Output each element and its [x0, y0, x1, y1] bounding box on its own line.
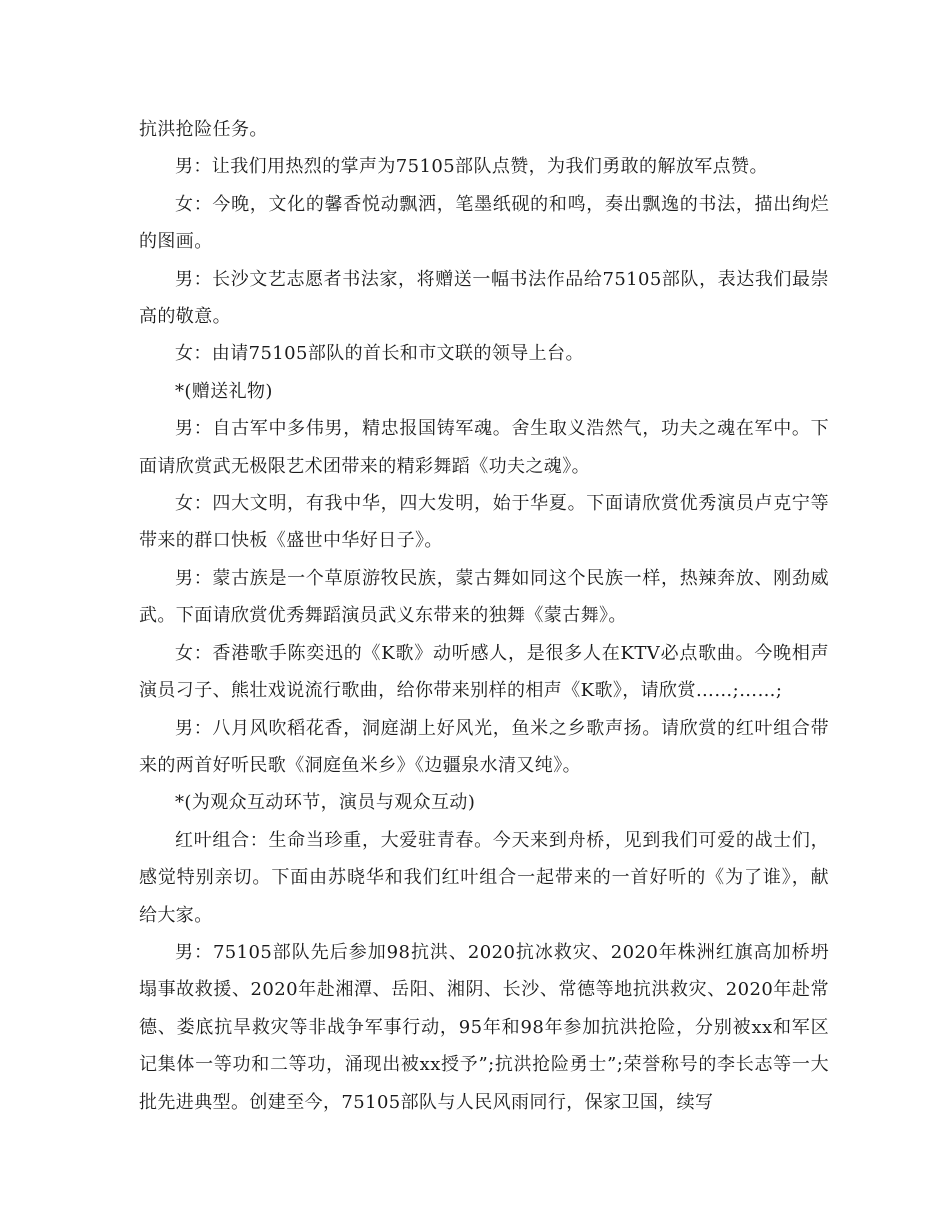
paragraph: *(为观众互动环节，演员与观众互动): [175, 792, 476, 814]
paragraph: 男：75105部队先后参加98抗洪、2020抗冰救灾、2020年株洲红旗高加桥坍塌事故救援、2020年赴湘潭、岳阳、湘阴、长沙、常德等地抗洪救灾、2020年赴常德、娄底抗旱救灾等非战争军事行动，95年和98年参加抗洪抢险，分别被xx和军区记集体一等功和二等功，涌现出被xx授予”;抗洪抢险勇士”;荣誉称号的李长志等一大批先进典型。创建至今，75105部队与人民风雨同行，保家卫国，续写: [139, 941, 829, 1113]
paragraph: 男：八月风吹稻花香，洞庭湖上好风光，鱼米之乡歌声扬。请欣赏的红叶组合带来的两首好听民歌《洞庭鱼米乡》《边疆泉水清又纯》。: [139, 717, 829, 776]
paragraph: 男：自古军中多伟男，精忠报国铸军魂。舍生取义浩然气，功夫之魂在军中。下面请欣赏武无极限艺术团带来的精彩舞蹈《功夫之魂》。: [139, 418, 829, 477]
paragraph: 男：让我们用热烈的掌声为75105部队点赞，为我们勇敢的解放军点赞。: [175, 156, 768, 178]
paragraph: *(赠送礼物): [175, 380, 273, 402]
paragraph: 男：蒙古族是一个草原游牧民族，蒙古舞如同这个民族一样，热辣奔放、刚劲威武。下面请欣赏优秀舞蹈演员武义东带来的独舞《蒙古舞》。: [139, 567, 829, 627]
document-body: [139, 111, 829, 1121]
paragraph: 抗洪抢险任务。: [139, 119, 268, 140]
paragraph: 男：长沙文艺志愿者书法家，将赠送一幅书法作品给75105部队，表达我们最崇高的敬意。: [139, 268, 829, 328]
paragraph: 女：今晚，文化的馨香悦动飘洒，笔墨纸砚的和鸣，奏出飘逸的书法，描出绚烂的图画。: [139, 193, 829, 253]
paragraph: 女：由请75105部队的首长和市文联的领导上台。: [175, 343, 584, 365]
paragraph: 女：四大文明，有我中华，四大发明，始于华夏。下面请欣赏优秀演员卢克宁等带来的群口快板《盛世中华好日子》。: [139, 493, 829, 552]
paragraph: 红叶组合：生命当珍重，大爱驻青春。今天来到舟桥，见到我们可爱的战士们，感觉特别亲切。下面由苏晓华和我们红叶组合一起带来的一首好听的《为了谁》，献给大家。: [139, 829, 829, 926]
paragraph: 女：香港歌手陈奕迅的《K歌》动听感人，是很多人在KTV必点歌曲。今晚相声演员刁子、熊壮戏说流行歌曲，给你带来别样的相声《K歌》，请欣赏……;……;: [139, 642, 829, 702]
